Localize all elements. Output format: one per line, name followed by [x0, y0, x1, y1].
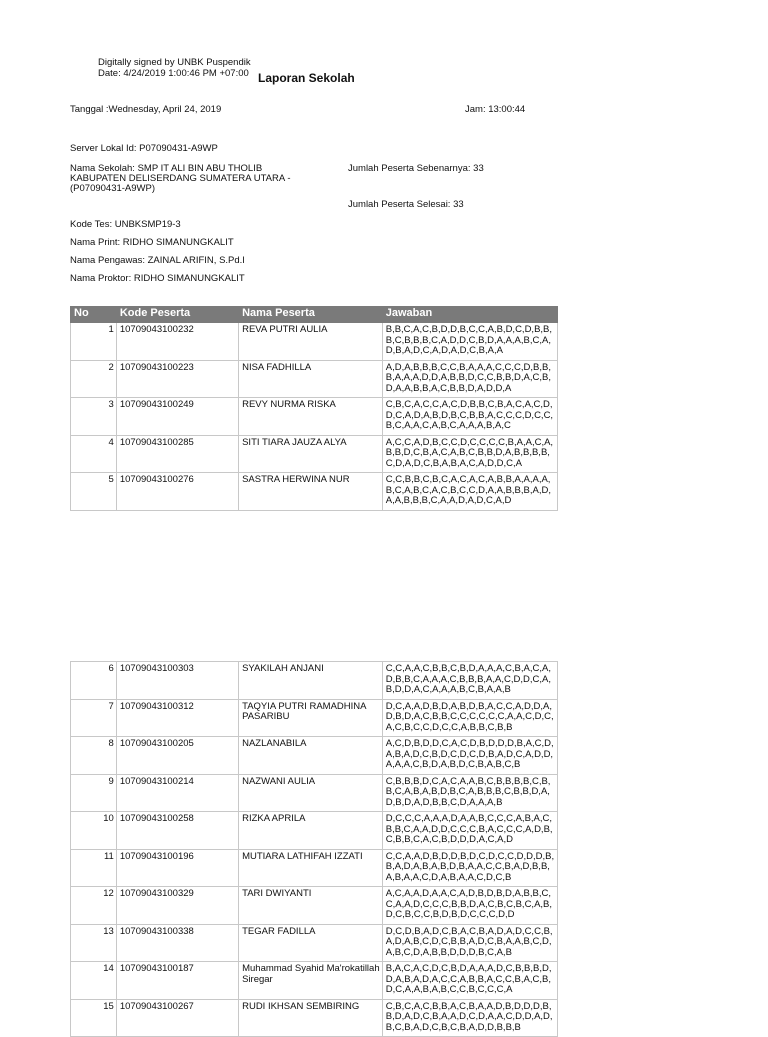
- participant-name: REVA PUTRI AULIA: [239, 323, 383, 361]
- table-row: [71, 699, 558, 737]
- results-table-page-1: [70, 306, 558, 511]
- table-row: [71, 962, 558, 1000]
- table-row: [71, 887, 558, 925]
- row-number: 2: [71, 360, 117, 398]
- table-body-page-1: [71, 323, 558, 511]
- participant-code: 10709043100258: [116, 812, 238, 850]
- row-number: 3: [71, 398, 117, 436]
- signature-line-2: Date: 4/24/2019 1:00:46 PM +07:00: [98, 68, 249, 79]
- school-name-line-3: (P07090431-A9WP): [70, 183, 156, 194]
- participant-code: 10709043100312: [116, 699, 238, 737]
- participant-name: Muhammad Syahid Ma'rokatillah Siregar: [239, 962, 383, 1000]
- participant-code: 10709043100285: [116, 435, 238, 473]
- row-number: 5: [71, 473, 117, 511]
- table-row: [71, 812, 558, 850]
- answers: A,C,A,A,D,A,A,C,A,D,B,D,B,D,A,B,B,C,C,A,A,D,C,C,C,B,B,D,A,C,B,C,B,C,A,B,D,C,B,C,C,B,D,B,D,C,C,C,D,D: [382, 887, 557, 925]
- participant-code: 10709043100196: [116, 849, 238, 887]
- participant-name: TAQYIA PUTRI RAMADHINA PASARIBU: [239, 699, 383, 737]
- participant-name: NAZLANABILA: [239, 737, 383, 775]
- answers: A,C,D,B,D,D,C,A,C,D,B,D,D,D,B,A,C,D,A,B,A,D,C,B,D,C,D,C,D,B,A,D,C,A,D,D,A,A,A,C,B,D,A,B,D,C,B,A,B,C,B: [382, 737, 557, 775]
- table-row: [71, 924, 558, 962]
- participant-name: RIZKA APRILA: [239, 812, 383, 850]
- answers: B,B,C,A,C,B,D,D,B,C,C,A,B,D,C,D,B,B,B,C,B,B,B,C,A,D,D,C,B,D,A,A,A,B,C,A,D,B,A,D,C,A,D,A,D,C,B,A,A: [382, 323, 557, 361]
- answers: D,C,A,A,D,B,D,A,B,D,B,A,C,C,A,D,D,A,D,B,D,A,C,B,B,C,C,C,C,C,C,A,A,C,D,C,A,C,B,C,C,D,C,C,A,B,B,C,B,B: [382, 699, 557, 737]
- header-kode-peserta: Kode Peserta: [116, 307, 238, 323]
- report-date: Tanggal :Wednesday, April 24, 2019: [70, 104, 222, 115]
- row-number: 13: [71, 924, 117, 962]
- answers: C,B,B,B,D,C,A,C,A,A,B,C,B,B,B,B,C,B,B,C,A,B,A,B,D,B,C,A,B,B,B,C,B,B,D,A,D,B,D,A,D,B,B,C,D,A,A,A,B: [382, 774, 557, 812]
- row-number: 15: [71, 999, 117, 1037]
- answers: C,B,C,A,C,C,A,C,D,B,B,C,B,A,C,A,C,D,D,C,A,D,A,B,D,B,C,B,B,A,C,C,C,D,C,C,B,C,A,A,C,A,B,C,A,A,A,B,A,C: [382, 398, 557, 436]
- answers: C,C,A,A,C,B,B,C,B,D,A,A,A,C,B,A,C,A,D,B,B,C,A,A,A,C,B,B,B,A,A,C,D,D,C,A,B,D,D,A,C,A,A,A,B,C,B,A,A,B: [382, 662, 557, 700]
- row-number: 9: [71, 774, 117, 812]
- participant-name: NISA FADHILLA: [239, 360, 383, 398]
- participant-code: 10709043100303: [116, 662, 238, 700]
- answers: C,C,A,A,D,B,D,D,B,D,C,D,C,C,D,D,D,B,B,A,D,A,B,A,B,D,B,A,A,C,C,B,A,D,B,B,A,B,A,A,C,D,A,B,A,A,C,D,C,B: [382, 849, 557, 887]
- participant-name: RUDI IKHSAN SEMBIRING: [239, 999, 383, 1037]
- table-row: [71, 360, 558, 398]
- table-row: [71, 473, 558, 511]
- answers: A,C,C,A,D,B,C,C,D,C,C,C,C,B,A,A,C,A,B,B,D,C,B,A,C,A,B,C,B,B,D,A,B,B,B,B,C,D,A,D,C,B,A,B,A,C,A,D,D,C,A: [382, 435, 557, 473]
- row-number: 7: [71, 699, 117, 737]
- answers: B,A,C,A,C,D,C,B,D,A,A,A,D,C,B,B,B,D,D,A,B,A,D,A,C,C,A,B,B,A,C,C,B,A,C,B,D,C,A,A,B,A,B,C,C,B,C,C,C,A: [382, 962, 557, 1000]
- participant-code: 10709043100232: [116, 323, 238, 361]
- header-jawaban: Jawaban: [382, 307, 557, 323]
- answers: D,C,C,C,A,A,A,D,A,A,B,C,C,C,A,B,A,C,B,B,C,A,A,D,D,C,C,C,B,A,C,C,C,A,D,B,C,B,B,C,A,C,B,D,D,D,A,C,A,D: [382, 812, 557, 850]
- actual-participants: Jumlah Peserta Sebenarnya: 33: [348, 163, 484, 174]
- participant-name: SYAKILAH ANJANI: [239, 662, 383, 700]
- participant-code: 10709043100276: [116, 473, 238, 511]
- test-code: Kode Tes: UNBKSMP19-3: [70, 219, 181, 230]
- participant-code: 10709043100187: [116, 962, 238, 1000]
- print-name: Nama Print: RIDHO SIMANUNGKALIT: [70, 237, 234, 248]
- completed-participants: Jumlah Peserta Selesai: 33: [348, 199, 464, 210]
- row-number: 1: [71, 323, 117, 361]
- participant-name: TEGAR FADILLA: [239, 924, 383, 962]
- row-number: 10: [71, 812, 117, 850]
- table-body-page-2: [71, 662, 558, 1037]
- participant-name: REVY NURMA RISKA: [239, 398, 383, 436]
- table-row: [71, 999, 558, 1037]
- participant-name: SASTRA HERWINA NUR: [239, 473, 383, 511]
- header-no: No: [71, 307, 117, 323]
- participant-code: 10709043100205: [116, 737, 238, 775]
- row-number: 4: [71, 435, 117, 473]
- table-row: [71, 435, 558, 473]
- row-number: 14: [71, 962, 117, 1000]
- proctor-name: Nama Proktor: RIDHO SIMANUNGKALIT: [70, 273, 245, 284]
- server-id: Server Lokal Id: P07090431-A9WP: [70, 143, 218, 154]
- answers: A,D,A,B,B,B,C,C,B,A,A,A,C,C,C,D,B,B,B,A,A,A,D,D,A,B,B,D,C,C,B,B,D,A,C,B,D,A,A,B,B,A,C,B,B,D,A,D,D,A: [382, 360, 557, 398]
- row-number: 12: [71, 887, 117, 925]
- page-title: Laporan Sekolah: [258, 71, 355, 85]
- participant-name: TARI DWIYANTI: [239, 887, 383, 925]
- participant-name: MUTIARA LATHIFAH IZZATI: [239, 849, 383, 887]
- participant-code: 10709043100249: [116, 398, 238, 436]
- table-row: [71, 774, 558, 812]
- table-row: [71, 849, 558, 887]
- supervisor-name: Nama Pengawas: ZAINAL ARIFIN, S.Pd.I: [70, 255, 245, 266]
- participant-code: 10709043100214: [116, 774, 238, 812]
- table-row: [71, 662, 558, 700]
- school-name-line-1: Nama Sekolah: SMP IT ALI BIN ABU THOLIB: [70, 163, 263, 174]
- table-row: [71, 323, 558, 361]
- row-number: 11: [71, 849, 117, 887]
- participant-name: SITI TIARA JAUZA ALYA: [239, 435, 383, 473]
- participant-name: NAZWANI AULIA: [239, 774, 383, 812]
- row-number: 6: [71, 662, 117, 700]
- participant-code: 10709043100329: [116, 887, 238, 925]
- header-nama-peserta: Nama Peserta: [239, 307, 383, 323]
- participant-code: 10709043100267: [116, 999, 238, 1037]
- signature-line-1: Digitally signed by UNBK Puspendik: [98, 57, 251, 68]
- table-row: [71, 398, 558, 436]
- participant-code: 10709043100223: [116, 360, 238, 398]
- answers: C,C,B,B,C,B,C,A,C,A,C,A,B,B,A,A,A,A,B,C,A,B,C,A,C,B,C,C,D,A,A,B,B,B,A,D,A,A,B,B,B,C,A,A,D,A,D,C,A,D: [382, 473, 557, 511]
- table-row: [71, 737, 558, 775]
- results-table-page-2: [70, 661, 558, 1037]
- participant-code: 10709043100338: [116, 924, 238, 962]
- report-time: Jam: 13:00:44: [465, 104, 526, 115]
- school-name-line-2: KABUPATEN DELISERDANG SUMATERA UTARA -: [70, 173, 291, 184]
- row-number: 8: [71, 737, 117, 775]
- answers: D,C,D,B,A,D,C,B,A,C,B,A,D,A,D,C,C,B,A,D,A,B,C,D,C,B,B,A,D,C,B,A,A,B,C,D,A,B,C,D,A,B,B,D,D,D,B,C,A,B: [382, 924, 557, 962]
- answers: C,B,C,A,C,B,B,A,C,B,A,A,D,B,D,D,D,B,B,D,A,D,C,B,A,A,D,C,D,A,A,C,D,D,A,D,B,C,B,A,D,C,B,C,B,A,D,D,B,B,B: [382, 999, 557, 1037]
- table-header-row: [71, 307, 558, 323]
